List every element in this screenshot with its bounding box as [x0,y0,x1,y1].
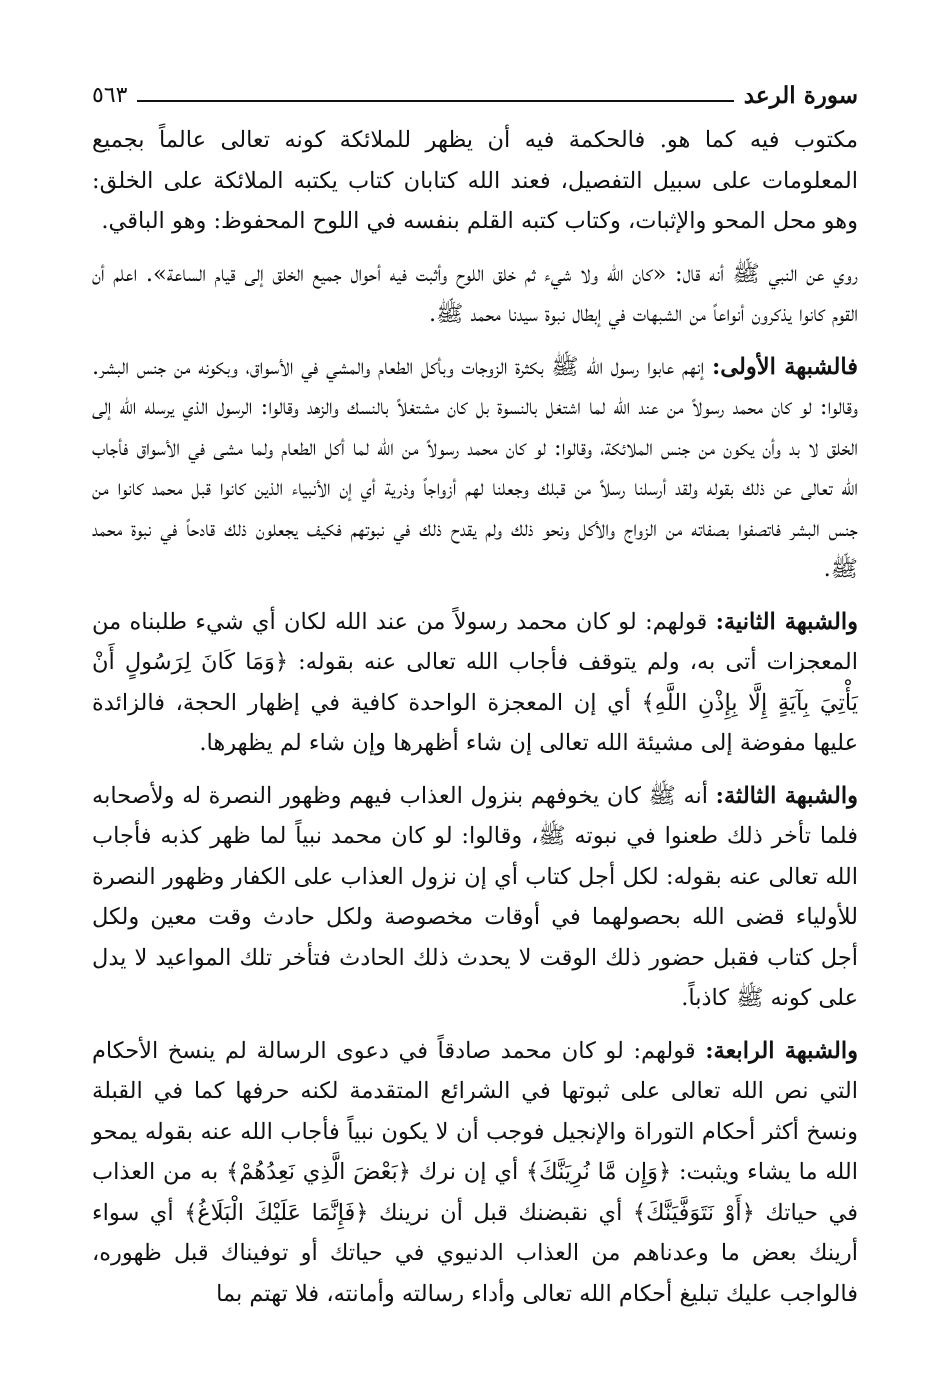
page-header [92,78,858,112]
page-body [92,120,858,1326]
paragraph-6 [92,1031,858,1315]
paragraph-text: أنه ﷺ كان يخوفهم بنزول العذاب فيهم وظهور النصرة له ولأصحابه فلما تأخر ذلك طعنوا في نبوته ﷺ، وقالوا: لو كان محمد نبياً لما ظهر كذبه فأجاب الله تعالى عنه بقوله: لكل أجل كتاب أي إن نزول العذاب على الكفار وظهور النصرة للأولياء قضى الله بحصولهما في أوقات مخصوصة ولكل حادث وقت معين ولكل أجل كتاب فقبل حضور ذلك الوقت لا يحدث ذلك الحادث فتأخر تلك المواعيد لا يدل على كونه ﷺ كاذباً. [92,782,858,1011]
paragraph-4 [92,602,858,764]
paragraph-text: روي عن النبي ﷺ أنه قال: «كان الله ولا شيء ثم خلق اللوح وأثبت فيه أحوال جميع الخلق إلى قيام الساعة». اعلم أن القوم كانوا يذكرون أنواعاً من الشبهات في إبطال نبوة سيدنا محمد ﷺ. [92,260,858,327]
page-number: ٥٦٣ [92,82,128,108]
paragraph-1 [92,120,858,242]
section-lead: والشبهة الثانية: [715,608,858,635]
paragraph-text: مكتوب فيه كما هو. فالحكمة فيه أن يظهر للملائكة كونه تعالى عالماً بجميع المعلومات على سبيل التفصيل، فعند الله كتابان كتاب يكتبه الملائكة على الخلق: وهو محل المحو والإثبات، وكتاب كتبه القلم بنفسه في اللوح المحفوظ: وهو الباقي. [92,127,858,234]
paragraph-text: إنهم عابوا رسول الله ﷺ بكثرة الزوجات وبأكل الطعام والمشي في الأسواق، وبكونه من جنس البشر. وقالوا: لو كان محمد رسولاً من عند الله لما اشتغل بالنسوة بل كان مشتغلاً بالنسك والزهد وقالوا: الرسول الذي يرسله الله إلى الخلق لا بد وأن يكون من جنس الملائكة، وقالوا: لو كان محمد رسولاً من الله لما أكل الطعام ولما مشى في الأسواق فأجاب الله تعالى عن ذلك بقوله ولقد أرسلنا رسلاً من قبلك وجعلنا لهم أزواجاً وذرية أي إن الأنبياء الذين كانوا قبل محمد كانوا من جنس البشر فاتصفوا بصفاته من الزواج والأكل ونحو ذلك ولم يقدح ذلك في نبوتهم فكيف يجعلون ذلك قادحاً في نبوة محمد ﷺ. [92,353,858,582]
paragraph-2 [92,254,858,335]
paragraph-text: قولهم: لو كان محمد صادقاً في دعوى الرسالة لم ينسخ الأحكام التي نص الله تعالى على ثبوتها في الشرائع المتقدمة لكنه حرفها كما في القبلة ونسخ أكثر أحكام التوراة والإنجيل فوجب أن لا يكون نبياً فأجاب الله عنه بقوله يمحو الله ما يشاء ويثبت: ﴿وَإِن مَّا نُرِيَنَّكَ﴾ أي إن نرك ﴿بَعْضَ الَّذِي نَعِدُهُمْ﴾ به من العذاب في حياتك ﴿أَوْ نَتَوَفَّيَنَّكَ﴾ أي نقبضنك قبل أن نرينك ﴿فَإِنَّمَا عَلَيْكَ الْبَلَاغُ﴾ أي سواء أرينك بعض ما وعدناهم من العذاب الدنيوي في حياتك أو توفيناك قبل ظهوره، فالواجب عليك تبليغ أحكام الله تعالى وأداء رسالته وأمانته، فلا تهتم بما [92,1037,858,1307]
surah-title: سورة الرعد [743,81,858,109]
paragraph-3 [92,347,858,590]
section-lead: والشبهة الثالثة: [715,782,858,809]
section-lead: والشبهة الرابعة: [705,1037,858,1064]
paragraph-5 [92,776,858,1019]
header-rule [137,100,733,102]
paragraph-text: قولهم: لو كان محمد رسولاً من عند الله لكان أي شيء طلبناه من المعجزات أتى به، ولم يتوقف فأجاب الله تعالى عنه بقوله: ﴿وَمَا كَانَ لِرَسُولٍ أَنْ يَأْتِيَ بِآيَةٍ إِلَّا بِإِذْنِ اللَّهِ﴾ أي إن المعجزة الواحدة كافية في إظهار الحجة، فالزائدة عليها مفوضة إلى مشيئة الله تعالى إن شاء أظهرها وإن شاء لم يظهرها. [92,608,858,756]
section-lead: فالشبهة الأولى: [712,353,858,380]
